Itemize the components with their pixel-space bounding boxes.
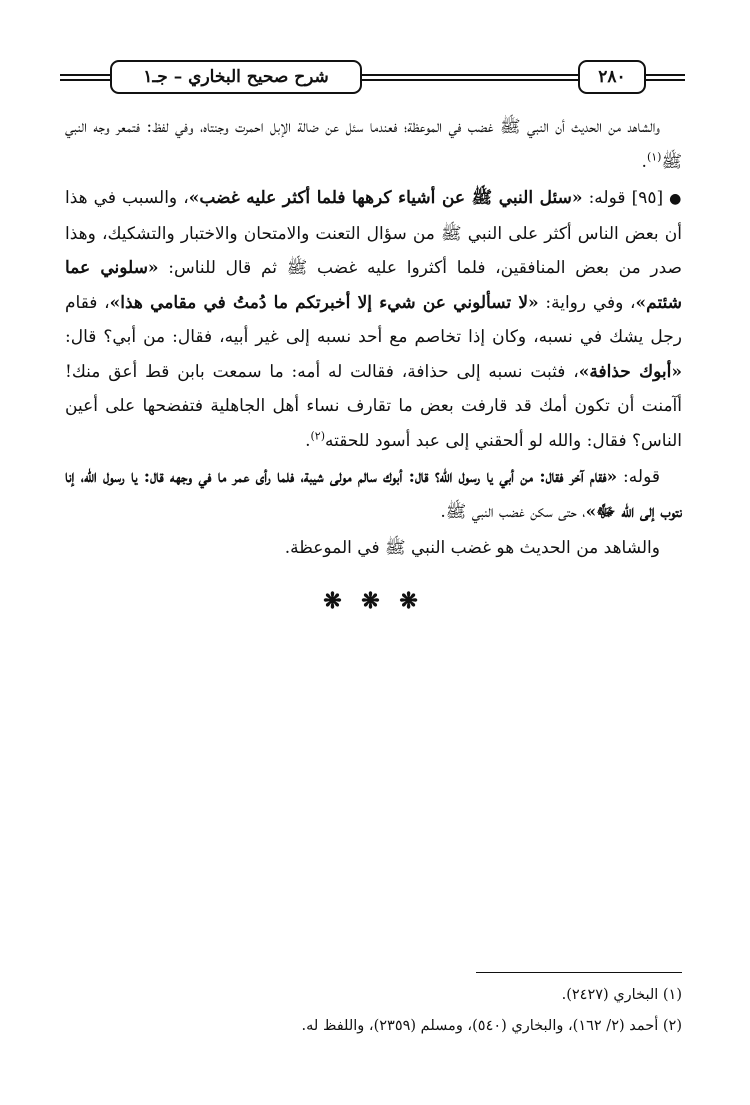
paragraph-2-prefix: [٩٥] قوله: bbox=[582, 188, 664, 208]
hadith-quote: «سلوني عما شئتم» bbox=[65, 258, 682, 313]
section-separator-stars: ❋ ❋ ❋ bbox=[323, 587, 424, 614]
paragraph-3-prefix: قوله: bbox=[617, 467, 660, 487]
page-number: ٢٨٠ bbox=[578, 60, 646, 94]
footnote-ref-2: (٢) bbox=[310, 428, 325, 442]
footnotes bbox=[65, 980, 682, 1042]
paragraph-2-end: . bbox=[305, 430, 311, 451]
paragraph-4 bbox=[65, 531, 682, 566]
hadith-quote: «لا تسألوني عن شيء إلا أخبرتكم ما دُمتُ في مقامي هذا» bbox=[109, 292, 539, 313]
paragraph-2-text: ، فثبت نسبه إلى حذافة، فقالت له أمه: ما سمعت بابن قط أعق منك! أآمنت أن تكون أمك قد قارفت بعض ما تقارف نساء أهل الجاهلية فتفضحها على أعين الناس؟ فقال: والله لو ألحقني إلى عبد أسود للحقته bbox=[65, 361, 682, 451]
hadith-quote: «فقام آخر فقال: من أبي يا رسول الله؟ قال: أبوك سالم مولى شيبة، فلما رأى عمر ما في وجهه قال: يا رسول الله، إنا نتوب إلى الله ﷻ» bbox=[65, 467, 682, 522]
main-text bbox=[65, 110, 682, 618]
footnote-ref-1: (١) bbox=[646, 149, 662, 163]
paragraph-4-text: والشاهد من الحديث هو غضب النبي ﷺ في الموعظة. bbox=[284, 538, 660, 558]
footnote-2: (٢) أحمد (٢/ ١٦٢)، والبخاري (٥٤٠)، ومسلم (٢٣٥٩)، واللفظ له. bbox=[301, 1018, 682, 1034]
paragraph-2-text: ، وفي رواية: bbox=[538, 292, 636, 313]
footnote-1: (١) البخاري (٢٤٢٧). bbox=[561, 987, 682, 1003]
hadith-quote: «أبوك حذافة» bbox=[578, 361, 682, 382]
paragraph-2-text: ، فقام رجل يشك في نسبه، وكان إذا تخاصم مع أحد نسبه إلى غير أبيه، فقال: من أبي؟ قال: bbox=[65, 292, 682, 347]
paragraph-1-end: . bbox=[641, 151, 647, 172]
paragraph-1-text: والشاهد من الحديث أن النبي ﷺ غضب في الموعظة؛ فعندما سئل عن ضالة الإبل احمرت وجنتاه، وفي لفظ: فتمعر وجه النبي ﷺ bbox=[65, 117, 682, 172]
hadith-quote: «سئل النبي ﷺ عن أشياء كرهها فلما أكثر عليه غضب» bbox=[188, 188, 583, 208]
footnote-divider bbox=[476, 972, 682, 973]
paragraph-3-text: ، حتى سكن غضب النبي ﷺ. bbox=[440, 501, 586, 522]
book-title: شرح صحيح البخاري – جـ١ bbox=[110, 60, 362, 94]
paragraph-2-text: ، والسبب في هذا أن بعض الناس أكثر على النبي ﷺ من سؤال التعنت والامتحان والاختبار والتشكيك، وهذا صدر من بعض المنافقين، فلما أكثروا عليه غضب ﷺ ثم قال للناس: bbox=[65, 188, 682, 278]
paragraph-2 bbox=[65, 181, 682, 458]
bullet-icon: ● bbox=[669, 191, 683, 207]
paragraph-3 bbox=[65, 460, 682, 529]
paragraph-1 bbox=[65, 110, 682, 179]
page-header bbox=[60, 60, 685, 94]
